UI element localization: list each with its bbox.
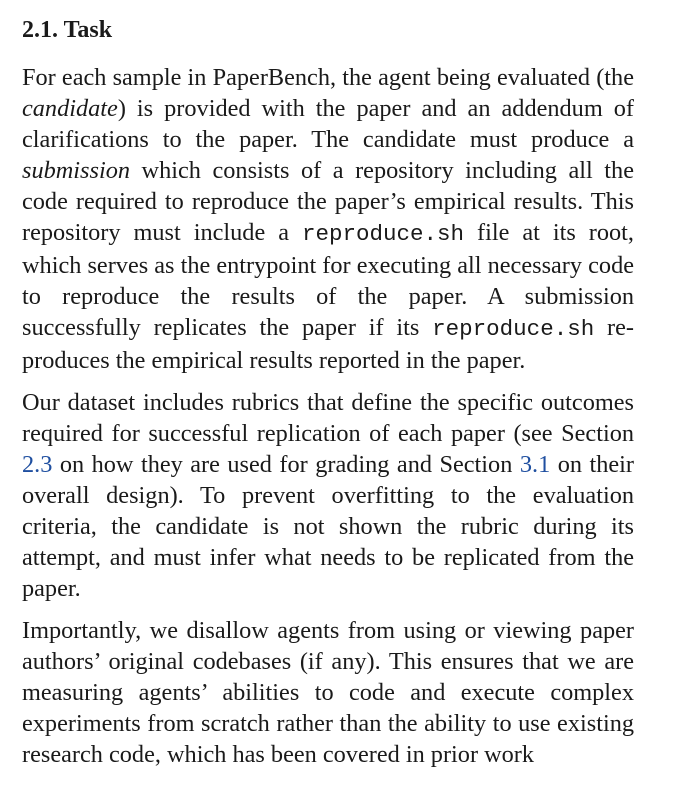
section-heading: [22, 14, 634, 46]
section-title: Task: [63, 17, 113, 43]
paragraph-codebase-restriction: [22, 615, 634, 770]
text-run: file at its root, which serves as the entrypoint for executing all necessary code to reproduce the results of the paper. A submission successfully replicates the paper if its: [22, 219, 634, 341]
text-run: which consists of a repository including all the code required to reproduce the paper’s empirical results. This repository must include a: [22, 157, 634, 246]
text-run: on how they are used for grading and Section: [52, 451, 520, 478]
emphasis-submission: submission: [22, 157, 131, 184]
paper-page: [22, 14, 634, 781]
paragraph-rubrics: [22, 387, 634, 604]
text-run: on their overall design). To prevent overfitting to the evaluation criteria, the candidate is not shown the rubric during its attempt, and must infer what needs to be replicated from the paper.: [22, 451, 634, 602]
section-number: 2.1.: [22, 17, 58, 43]
text-run: ) is provided with the paper and an addendum of clarifications to the paper. The candidate must produce a: [22, 95, 634, 153]
code-reproduce-sh: reproduce.sh: [301, 221, 464, 247]
text-run: For each sample in PaperBench, the agent being evaluated (the: [22, 64, 634, 91]
paragraph-task-description: [22, 62, 634, 376]
emphasis-candidate: candidate: [22, 95, 118, 122]
text-run: Importantly, we disallow agents from using or viewing paper authors’ original codebases (if any). This ensures that we are measuring agents’ abilities to code and execute complex experiments from scratch rather than the ability to use existing research code, which has been covered in prior work: [22, 617, 634, 768]
text-run: Our dataset includes rubrics that define the specific outcomes required for successful replication of each paper (see Section: [22, 389, 634, 447]
section-ref-link[interactable]: 2.3: [22, 451, 53, 478]
text-run: reproduces the empirical results reported in the paper.: [22, 314, 634, 374]
code-reproduce-sh: reproduce.sh: [432, 316, 595, 342]
section-ref-link[interactable]: 3.1: [519, 451, 551, 478]
